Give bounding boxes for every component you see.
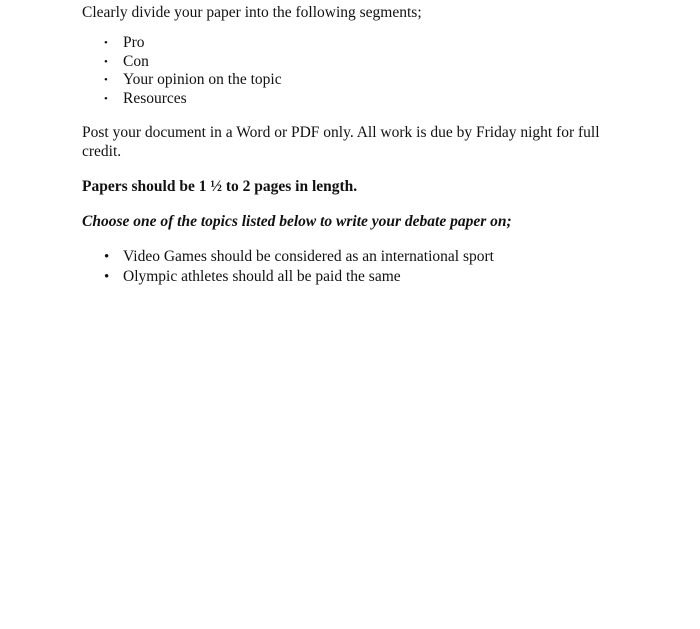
list-item-segment-resources [82,90,282,109]
segments-list [82,34,282,108]
choose-topic-prompt: Choose one of the topics listed below to write your debate paper on; [82,213,512,230]
bullet-icon: • [104,269,110,285]
segment-label: Pro [123,34,145,51]
topic-label: Olympic athletes should all be paid the same [123,268,401,285]
bullet-icon: • [104,55,108,68]
list-item-segment-pro [82,34,282,53]
bullet-icon: • [104,92,108,105]
segment-label: Your opinion on the topic [123,71,282,88]
bullet-icon: • [104,249,110,265]
length-requirement: Papers should be 1 ½ to 2 pages in length. [82,178,358,195]
list-item-segment-opinion [82,71,282,90]
segment-label: Resources [123,89,187,107]
intro-paragraph: Clearly divide your paper into the following segments; [82,4,422,21]
list-item-segment-con [82,53,282,72]
list-item-topic-olympic-athletes [82,267,494,287]
topic-label: Video Games should be considered as an international sport [123,248,494,265]
bullet-icon: • [104,37,108,49]
post-instructions-paragraph: Post your document in a Word or PDF only. All work is due by Friday night for full credit. [82,124,600,160]
list-item-topic-video-games [82,247,494,267]
bullet-icon: • [104,74,108,86]
topics-list [82,247,494,287]
segment-label: Con [123,52,149,70]
